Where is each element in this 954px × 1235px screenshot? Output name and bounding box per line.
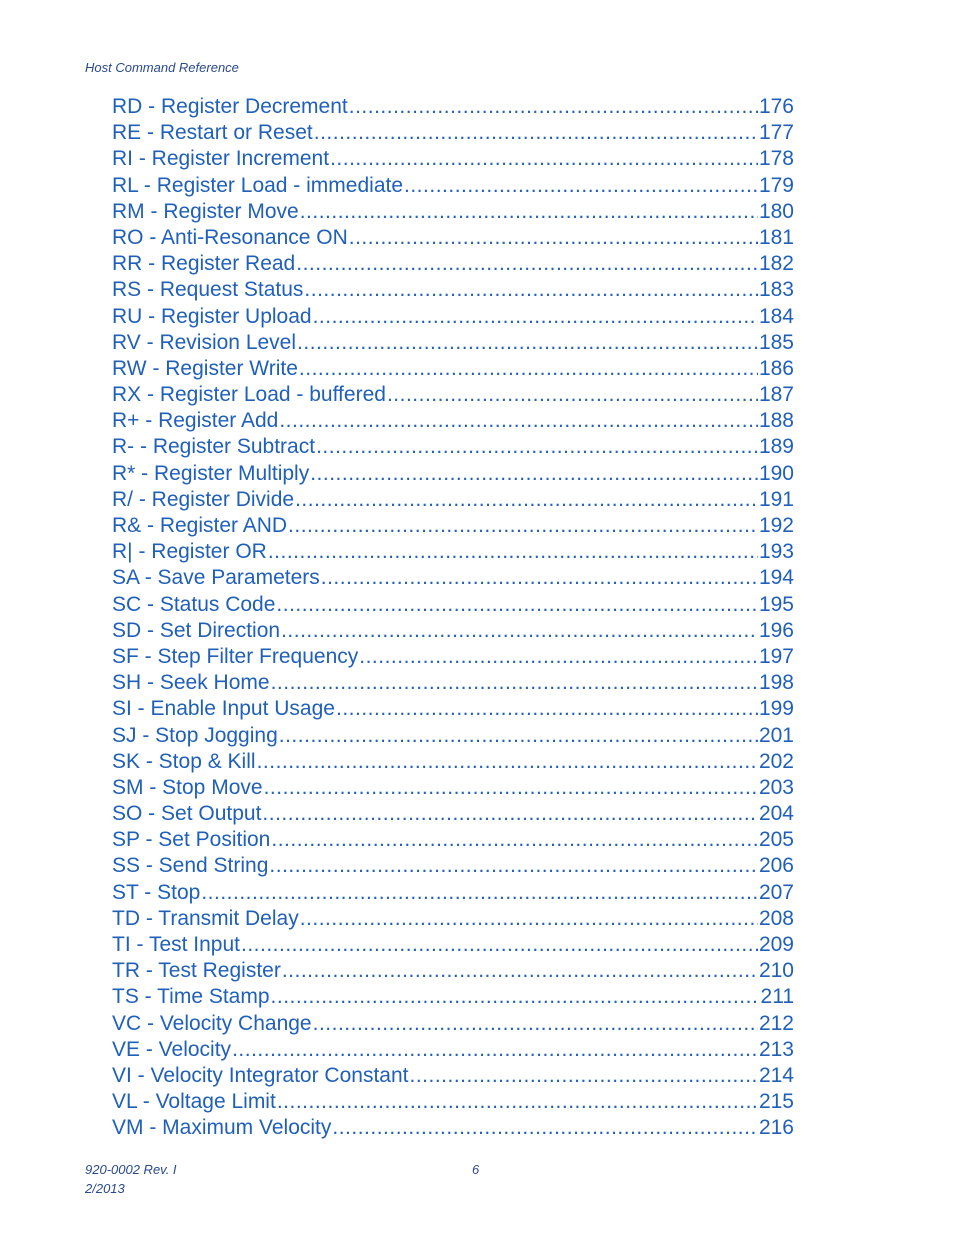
toc-entry-title: RV - Revision Level	[112, 330, 297, 354]
toc-dot-leader	[268, 539, 758, 565]
toc-entry[interactable]	[112, 225, 794, 251]
toc-entry[interactable]	[112, 958, 794, 984]
footer-page-number: 6	[472, 1162, 480, 1177]
toc-entry-page: 182	[758, 252, 794, 276]
footer-doc-number: 920-0002 Rev. I	[85, 1162, 177, 1177]
toc-dot-leader	[271, 984, 760, 1010]
toc-entry[interactable]	[112, 670, 794, 696]
toc-dot-leader	[282, 958, 758, 984]
toc-entry[interactable]	[112, 644, 794, 670]
toc-dot-leader	[409, 1063, 757, 1089]
toc-entry[interactable]	[112, 906, 794, 932]
toc-entry-page: 207	[758, 880, 794, 904]
toc-entry-page: 213	[758, 1037, 794, 1061]
toc-entry-page: 206	[758, 854, 794, 878]
toc-entry[interactable]	[112, 94, 794, 120]
toc-dot-leader	[313, 304, 758, 330]
toc-dot-leader	[316, 434, 758, 460]
toc-entry-title: SA - Save Parameters	[112, 566, 320, 590]
toc-dot-leader	[359, 644, 758, 670]
toc-entry-title: VC - Velocity Change	[112, 1011, 312, 1035]
toc-entry-page: 214	[758, 1063, 794, 1087]
toc-dot-leader	[276, 592, 758, 618]
toc-entry[interactable]	[112, 356, 794, 382]
toc-entry-page: 215	[758, 1090, 794, 1114]
toc-entry-title: TS - Time Stamp	[112, 985, 270, 1009]
toc-dot-leader	[299, 356, 758, 382]
toc-entry-page: 196	[758, 618, 794, 642]
toc-entry-title: RM - Register Move	[112, 199, 299, 223]
toc-entry-title: R* - Register Multiply	[112, 461, 310, 485]
toc-dot-leader	[271, 827, 758, 853]
footer-date: 2/2013	[85, 1181, 125, 1196]
toc-entry[interactable]	[112, 513, 794, 539]
toc-entry-title: RU - Register Upload	[112, 304, 312, 328]
toc-entry-title: VI - Velocity Integrator Constant	[112, 1063, 409, 1087]
toc-entry-page: 198	[758, 671, 794, 695]
toc-entry[interactable]	[112, 723, 794, 749]
toc-entry-title: SI - Enable Input Usage	[112, 697, 335, 721]
toc-entry-page: 212	[758, 1011, 794, 1035]
toc-entry[interactable]	[112, 984, 794, 1010]
toc-entry-page: 188	[758, 409, 794, 433]
toc-entry-page: 208	[758, 906, 794, 930]
toc-dot-leader	[310, 461, 758, 487]
toc-entry-page: 216	[758, 1116, 794, 1140]
toc-entry-title: SC - Status Code	[112, 592, 276, 616]
toc-entry-page: 192	[758, 514, 794, 537]
toc-entry[interactable]	[112, 1089, 794, 1115]
toc-entry-title: RE - Restart or Reset	[112, 121, 313, 145]
toc-dot-leader	[271, 670, 758, 696]
toc-dot-leader	[332, 1115, 758, 1141]
toc-entry[interactable]	[112, 173, 794, 199]
toc-entry-page: 210	[758, 959, 794, 983]
toc-entry[interactable]	[112, 487, 794, 513]
toc-dot-leader	[281, 618, 758, 644]
toc-entry-page: 181	[758, 225, 794, 249]
toc-dot-leader	[304, 277, 758, 303]
toc-entry[interactable]	[112, 775, 794, 801]
toc-entry-page: 202	[758, 749, 794, 773]
toc-entry[interactable]	[112, 880, 794, 906]
toc-entry-page: 194	[758, 566, 794, 590]
toc-entry-title: SS - Send String	[112, 854, 269, 878]
toc-entry-page: 179	[758, 173, 794, 197]
toc-entry-title: RX - Register Load - buffered	[112, 383, 386, 407]
toc-entry-page: 205	[758, 828, 794, 852]
toc-entry-page: 183	[758, 278, 794, 302]
toc-entry-page: 187	[758, 383, 794, 407]
toc-entry[interactable]	[112, 801, 794, 827]
toc-entry[interactable]	[112, 539, 794, 565]
toc-entry-page: 189	[758, 435, 794, 459]
toc-entry-title: VE - Velocity	[112, 1037, 232, 1061]
toc-entry-page: 209	[758, 933, 794, 956]
toc-entry-title: TD - Transmit Delay	[112, 906, 299, 930]
toc-dot-leader	[232, 1037, 758, 1063]
toc-entry-title: R- - Register Subtract	[112, 435, 316, 459]
toc-entry-title: SH - Seek Home	[112, 671, 270, 695]
toc-entry[interactable]	[112, 330, 794, 356]
toc-entry[interactable]	[112, 120, 794, 146]
toc-entry[interactable]	[112, 199, 794, 225]
toc-entry[interactable]	[112, 251, 794, 277]
toc-entry-title: SP - Set Position	[112, 828, 271, 852]
toc-entry[interactable]	[112, 408, 794, 434]
toc-entry-title: SK - Stop & Kill	[112, 749, 256, 773]
toc-entry-title: RL - Register Load - immediate	[112, 173, 404, 197]
toc-entry[interactable]	[112, 277, 794, 303]
toc-dot-leader	[313, 1011, 758, 1037]
toc-entry[interactable]	[112, 618, 794, 644]
toc-entry-page: 199	[758, 697, 794, 721]
toc-entry[interactable]	[112, 827, 794, 853]
toc-dot-leader	[277, 1089, 758, 1115]
toc-entry-title: RS - Request Status	[112, 278, 304, 302]
toc-dot-leader	[264, 775, 758, 801]
toc-dot-leader	[279, 408, 758, 434]
toc-dot-leader	[297, 330, 758, 356]
toc-entry-title: VM - Maximum Velocity	[112, 1116, 332, 1140]
toc-dot-leader	[349, 225, 758, 251]
toc-entry-title: TR - Test Register	[112, 959, 281, 983]
toc-entry-page: 197	[758, 644, 794, 668]
toc-dot-leader	[387, 382, 758, 408]
toc-entry-page: 186	[758, 356, 794, 380]
toc-entry[interactable]	[112, 1063, 794, 1089]
toc-dot-leader	[279, 723, 758, 749]
toc-dot-leader	[404, 173, 758, 199]
toc-entry-title: ST - Stop	[112, 880, 201, 904]
toc-entry-page: 185	[758, 330, 794, 354]
toc-entry[interactable]	[112, 592, 794, 618]
toc-entry-page: 203	[758, 775, 794, 799]
toc-dot-leader	[296, 251, 758, 277]
toc-entry[interactable]	[112, 932, 794, 958]
running-header: Host Command Reference	[85, 60, 239, 75]
toc-dot-leader	[300, 199, 758, 225]
toc-dot-leader	[336, 696, 758, 722]
toc-entry-title: R& - Register AND	[112, 514, 288, 537]
toc-entry-page: 211	[760, 985, 794, 1009]
toc-entry[interactable]	[112, 434, 794, 460]
toc-entry-page: 190	[758, 461, 794, 485]
toc-entry-title: SO - Set Output	[112, 802, 262, 826]
toc-entry[interactable]	[112, 1115, 794, 1141]
toc-entry[interactable]	[112, 749, 794, 775]
toc-entry-title: RI - Register Increment	[112, 147, 330, 171]
table-of-contents	[112, 94, 794, 1142]
toc-entry-title: RW - Register Write	[112, 356, 298, 380]
toc-entry-title: RR - Register Read	[112, 252, 296, 276]
toc-dot-leader	[288, 513, 758, 539]
toc-entry-title: RD - Register Decrement	[112, 95, 348, 118]
toc-entry-page: 201	[758, 723, 794, 747]
toc-entry-title: VL - Voltage Limit	[112, 1090, 276, 1114]
toc-entry[interactable]	[112, 565, 794, 591]
toc-dot-leader	[300, 906, 758, 932]
toc-dot-leader	[321, 565, 758, 591]
toc-entry-title: SM - Stop Move	[112, 775, 263, 799]
toc-entry-title: R| - Register OR	[112, 540, 267, 564]
toc-entry-title: R/ - Register Divide	[112, 487, 295, 511]
toc-entry[interactable]	[112, 696, 794, 722]
toc-entry-title: SD - Set Direction	[112, 618, 281, 642]
toc-entry-page: 191	[758, 487, 794, 511]
toc-dot-leader	[330, 146, 758, 172]
toc-entry[interactable]	[112, 461, 794, 487]
footer-doc-info	[85, 1160, 177, 1198]
toc-entry-page: 180	[758, 199, 794, 223]
toc-entry-page: 184	[758, 304, 794, 328]
toc-entry[interactable]	[112, 853, 794, 879]
toc-dot-leader	[349, 94, 758, 120]
toc-dot-leader	[262, 801, 758, 827]
toc-dot-leader	[257, 749, 758, 775]
toc-dot-leader	[269, 853, 758, 879]
toc-entry[interactable]	[112, 382, 794, 408]
toc-dot-leader	[295, 487, 758, 513]
toc-dot-leader	[314, 120, 758, 146]
toc-dot-leader	[241, 932, 758, 958]
toc-entry[interactable]	[112, 1011, 794, 1037]
toc-entry[interactable]	[112, 304, 794, 330]
toc-entry-title: SF - Step Filter Frequency	[112, 644, 359, 668]
toc-entry-title: TI - Test Input	[112, 933, 240, 956]
toc-entry-title: SJ - Stop Jogging	[112, 723, 278, 747]
toc-entry-page: 177	[758, 121, 794, 145]
toc-entry[interactable]	[112, 146, 794, 172]
toc-entry-page: 193	[758, 540, 794, 564]
toc-entry-page: 195	[758, 592, 794, 616]
toc-entry[interactable]	[112, 1037, 794, 1063]
toc-entry-page: 178	[758, 147, 794, 171]
toc-entry-page: 204	[758, 802, 794, 826]
toc-entry-title: RO - Anti-Resonance ON	[112, 225, 348, 249]
toc-entry-page: 176	[758, 95, 794, 118]
toc-dot-leader	[201, 880, 758, 906]
toc-entry-title: R+ - Register Add	[112, 409, 279, 433]
